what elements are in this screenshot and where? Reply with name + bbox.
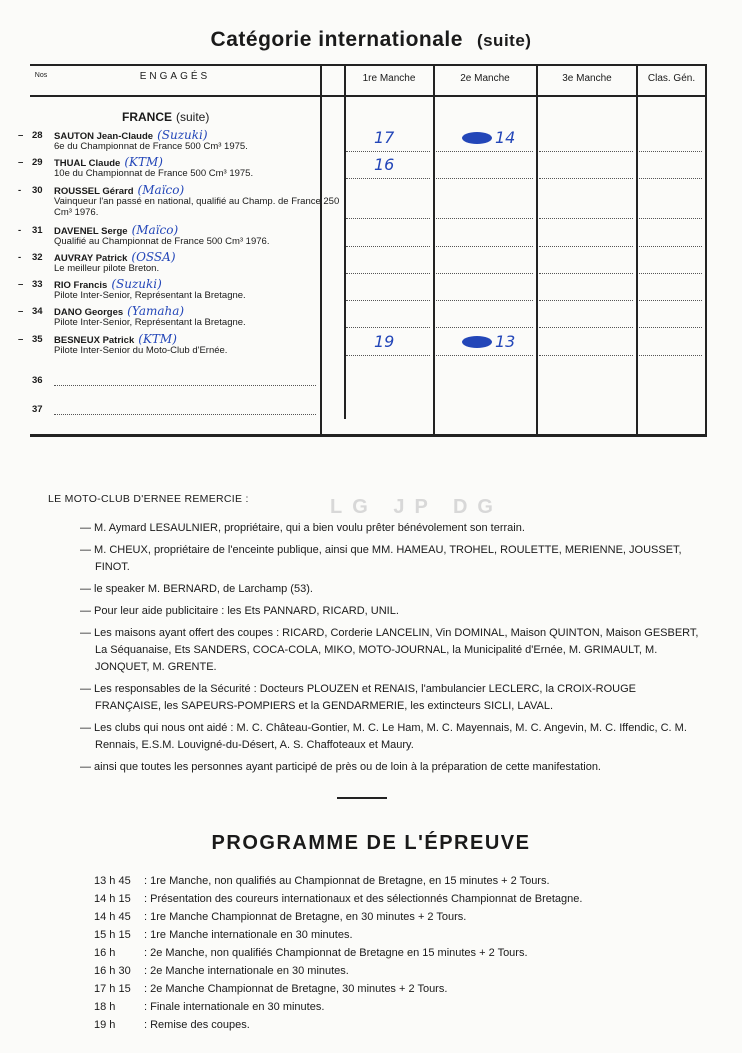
entry-mark: - — [18, 252, 22, 263]
handwritten-brand: (Yamaha) — [127, 304, 185, 318]
score-dotted-line — [639, 246, 702, 247]
row-37-dots — [54, 414, 316, 415]
score-dotted-line — [539, 246, 633, 247]
score-dotted-line — [436, 300, 533, 301]
entry-mark: – — [18, 334, 24, 345]
header-engages: ENGAGÉS — [139, 71, 211, 82]
entry-row-36: 36 — [32, 375, 43, 386]
entry-number: 35 — [32, 334, 43, 345]
score-dotted-line — [436, 151, 533, 152]
entry-number: 29 — [32, 157, 43, 168]
header-manche-2: 2e Manche — [460, 73, 510, 84]
watermark: LG JP DG — [330, 496, 503, 518]
thanks-item: — Pour leur aide publicitaire : les Ets PANNARD, RICARD, UNIL. — [80, 605, 399, 617]
entry-name: THUAL Claude (KTM) — [54, 155, 163, 169]
schedule-row: 16 h : 2e Manche, non qualifiés Championnat de Bretagne en 15 minutes + 2 Tours. — [94, 947, 528, 959]
manche-1-score: 17 — [374, 128, 395, 147]
score-dotted-line — [539, 218, 633, 219]
section-divider — [337, 797, 387, 799]
score-dotted-line — [539, 355, 633, 356]
entry-row-37: 37 — [32, 404, 43, 415]
score-dotted-line — [346, 355, 430, 356]
entry-number: 32 — [32, 252, 43, 263]
score-dotted-line — [346, 151, 430, 152]
thanks-item: — Les responsables de la Sécurité : Docteurs PLOUZEN et RENAIS, l'ambulancier LECLERC, la CROIX-ROUGE FRANÇAISE, les SAPEURS-POMPIERS et la GENDARMERIE, les extincteurs SICLI, LAVAL. — [80, 683, 636, 712]
remercie-title: LE MOTO-CLUB D'ERNEE REMERCIE : — [48, 493, 249, 505]
entry-description: Pilote Inter-Senior, Représentant la Bretagne. — [54, 317, 246, 328]
entry-name: RIO Francis (Suzuki) — [54, 277, 162, 291]
row-36-dots — [54, 385, 316, 386]
entry-number: 31 — [32, 225, 43, 236]
schedule-row: 19 h : Remise des coupes. — [94, 1019, 250, 1031]
entry-description: Qualifié au Championnat de France 500 Cm³ 1976. — [54, 236, 270, 247]
score-dotted-line — [539, 300, 633, 301]
entry-description: Le meilleur pilote Breton. — [54, 263, 160, 274]
score-dotted-line — [539, 327, 633, 328]
thanks-item: — le speaker M. BERNARD, de Larchamp (53). — [80, 583, 313, 595]
entry-name: AUVRAY Patrick (OSSA) — [54, 250, 176, 264]
score-dotted-line — [639, 178, 702, 179]
handwritten-brand: (OSSA) — [131, 250, 176, 264]
thanks-item: — M. Aymard LESAULNIER, propriétaire, qui a bien voulu prêter bénévolement son terrain. — [80, 522, 525, 534]
entry-name: SAUTON Jean-Claude (Suzuki) — [54, 128, 208, 142]
score-dotted-line — [639, 300, 702, 301]
entry-mark: – — [18, 279, 24, 290]
entry-description: 6e du Championnat de France 500 Cm³ 1975. — [54, 141, 248, 152]
score-dotted-line — [346, 178, 430, 179]
score-dotted-line — [436, 178, 533, 179]
schedule-row: 15 h 15 : 1re Manche internationale en 30 minutes. — [94, 929, 353, 941]
handwritten-brand: (Suzuki) — [111, 277, 162, 291]
ink-blot — [462, 132, 492, 144]
entry-number: 34 — [32, 306, 43, 317]
entry-description: Pilote Inter-Senior du Moto-Club d'Ernée. — [54, 345, 228, 356]
schedule-row: 14 h 45 : 1re Manche Championnat de Bretagne, en 30 minutes + 2 Tours. — [94, 911, 467, 923]
col-divider-1 — [320, 64, 322, 437]
score-dotted-line — [639, 151, 702, 152]
score-dotted-line — [436, 327, 533, 328]
score-dotted-line — [539, 273, 633, 274]
col-divider-4 — [636, 64, 638, 437]
handwritten-brand: (KTM) — [138, 332, 177, 346]
col-divider-5 — [705, 64, 707, 437]
schedule-row: 17 h 15 : 2e Manche Championnat de Bretagne, 30 minutes + 2 Tours. — [94, 983, 448, 995]
score-dotted-line — [639, 273, 702, 274]
score-dotted-line — [639, 218, 702, 219]
score-dotted-line — [436, 355, 533, 356]
entry-name: BESNEUX Patrick (KTM) — [54, 332, 177, 346]
entry-mark: - — [18, 185, 22, 196]
header-nos: Nos — [34, 72, 48, 79]
handwritten-brand: (Suzuki) — [157, 128, 208, 142]
results-table — [18, 64, 707, 439]
programme-schedule — [94, 872, 582, 1034]
entry-mark: – — [18, 306, 24, 317]
score-dotted-line — [436, 246, 533, 247]
schedule-row: 14 h 15 : Présentation des coureurs internationaux et des sélectionnés Championnat de Bretagne. — [94, 893, 583, 905]
table-top-border — [30, 64, 707, 66]
handwritten-brand: (KTM) — [124, 155, 163, 169]
manche-2-score: 13 — [495, 332, 516, 351]
entry-number: 33 — [32, 279, 43, 290]
entry-number: 28 — [32, 130, 43, 141]
header-clas-gen: Clas. Gén. — [647, 73, 696, 84]
ink-blot — [462, 336, 492, 348]
handwritten-brand: (Maïco) — [137, 183, 185, 197]
entry-mark: – — [18, 157, 24, 168]
entry-name: ROUSSEL Gérard (Maïco) — [54, 183, 185, 197]
score-dotted-line — [346, 327, 430, 328]
score-dotted-line — [639, 327, 702, 328]
entry-description: Vainqueur l'an passé en national, qualifié au Champ. de France 250 Cm³ 1976. — [54, 196, 340, 218]
score-dotted-line — [346, 246, 430, 247]
entry-name: DANO Georges (Yamaha) — [54, 304, 185, 318]
header-manche-1: 1re Manche — [362, 73, 416, 84]
schedule-row: 13 h 45 : 1re Manche, non qualifiés au Championnat de Bretagne, en 15 minutes + 2 Tours. — [94, 875, 550, 887]
col-divider-2 — [433, 64, 435, 437]
score-dotted-line — [346, 273, 430, 274]
score-dotted-line — [436, 218, 533, 219]
header-manche-3: 3e Manche — [562, 73, 612, 84]
score-dotted-line — [346, 300, 430, 301]
score-dotted-line — [539, 151, 633, 152]
score-dotted-line — [639, 355, 702, 356]
entry-description: 10e du Championnat de France 500 Cm³ 1975. — [54, 168, 254, 179]
thanks-list — [80, 520, 705, 781]
score-dotted-line — [539, 178, 633, 179]
table-bottom-border — [30, 434, 707, 437]
thanks-item: — M. CHEUX, propriétaire de l'enceinte publique, ainsi que MM. HAMEAU, TROHEL, ROULETTE, MERIENNE, JOUSSET, FINOT. — [80, 544, 682, 573]
entry-number: 30 — [32, 185, 43, 196]
manche-1-score: 16 — [374, 155, 395, 174]
country-heading: FRANCE (suite) — [122, 110, 210, 124]
schedule-row: 16 h 30 : 2e Manche internationale en 30 minutes. — [94, 965, 349, 977]
entry-description: Pilote Inter-Senior, Représentant la Bretagne. — [54, 290, 246, 301]
manche-2-score: 14 — [495, 128, 516, 147]
score-dotted-line — [436, 273, 533, 274]
handwritten-brand: (Maïco) — [131, 223, 179, 237]
thanks-item: — Les clubs qui nous ont aidé : M. C. Château-Gontier, M. C. Le Ham, M. C. Mayennais, M. C. Angevin, M. C. Iffendic, C. M. Rennais, E.S.M. Louvigné-du-Désert, A. S. Chaffoteaux et Maury. — [80, 722, 687, 751]
manche-1-score: 19 — [374, 332, 395, 351]
schedule-row: 18 h : Finale internationale en 30 minutes. — [94, 1001, 325, 1013]
entry-mark: - — [18, 225, 22, 236]
entry-name: DAVENEL Serge (Maïco) — [54, 223, 179, 237]
thanks-item: — ainsi que toutes les personnes ayant participé de près ou de loin à la préparation de cette manifestation. — [80, 761, 601, 773]
page-title: Catégorie internationale (suite) — [210, 28, 532, 51]
score-dotted-line — [346, 218, 430, 219]
thanks-item: — Les maisons ayant offert des coupes : RICARD, Corderie LANCELIN, Vin DOMINAL, Maison QUINTON, Maison GESBERT, La Séquanaise, Ets SANDERS, COCA-COLA, MIKO, MOTO-JOURNAL, la Municipalité d'Ernée, M. GRIMAULT, M. JONQUET, M. GRENTE. — [80, 627, 699, 673]
programme-title: PROGRAMME DE L'ÉPREUVE — [211, 832, 531, 854]
entry-mark: – — [18, 130, 24, 141]
col-divider-3 — [536, 64, 538, 437]
header-divider — [30, 95, 707, 97]
